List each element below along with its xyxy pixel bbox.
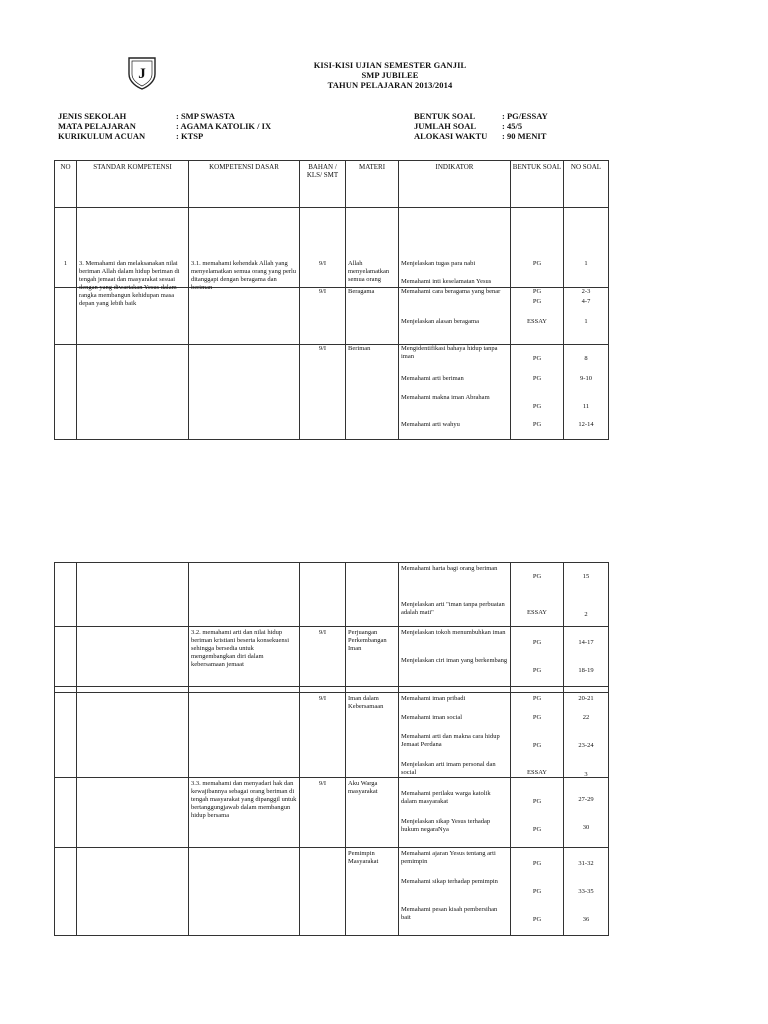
no-soal: 33-35 <box>578 888 594 895</box>
no-soal: 36 <box>582 916 590 923</box>
bentuk-soal: PG <box>532 573 542 580</box>
indikator: Menjelaskan ciri iman yang berkembang <box>401 657 508 664</box>
bentuk-soal: PG <box>532 798 542 805</box>
row-no: 1 <box>63 260 68 267</box>
table-row <box>55 627 609 687</box>
col-header-bentuk: BENTUK SOAL <box>512 163 562 171</box>
info-label-jenis: JENIS SEKOLAH <box>58 111 127 121</box>
indikator: Memahami harta bagi orang beriman <box>401 565 498 572</box>
info-label-waktu: ALOKASI WAKTU <box>414 131 488 141</box>
table-row <box>55 288 609 345</box>
indikator: Menjelaskan alasan beragama <box>401 318 479 325</box>
no-soal: 30 <box>582 824 590 831</box>
indikator: Memahami arti beriman <box>401 375 464 382</box>
info-label-bentuk: BENTUK SOAL <box>414 111 476 121</box>
col-header-kd: KOMPETENSI DASAR <box>209 163 279 171</box>
bentuk-soal: PG <box>532 826 542 833</box>
table-row <box>55 848 609 936</box>
indikator: Menjelaskan arti "iman tanpa perbuatan adalah mati" <box>401 601 505 616</box>
no-soal: 1 <box>584 260 588 267</box>
info-label-mapel: MATA PELAJARAN <box>58 121 136 131</box>
info-label-jumlah: JUMLAH SOAL <box>414 121 477 131</box>
no-soal: 9-10 <box>580 375 592 382</box>
doc-title: KISI-KISI UJIAN SEMESTER GANJIL <box>313 60 467 70</box>
bahan-kls-smt: 9/I <box>318 629 327 636</box>
bentuk-soal: PG <box>532 375 542 382</box>
bahan-kls-smt: 9/I <box>318 260 327 267</box>
table-row <box>55 778 609 848</box>
school-year: TAHUN PELAJARAN 2013/2014 <box>327 80 453 90</box>
indikator: Memahami perilaku warga katolik dalam masyarakat <box>401 790 491 805</box>
materi: Perjuangan Perkembangan Iman <box>348 629 387 652</box>
info-value-jenis: : SMP SWASTA <box>176 111 235 121</box>
no-soal: 14-17 <box>578 639 594 646</box>
col-header-bahan: BAHAN / KLS/ SMT <box>306 163 339 179</box>
table-row <box>55 693 609 778</box>
bentuk-soal: PG <box>532 403 542 410</box>
indikator: Menjelaskan tugas para nabi <box>401 260 476 267</box>
school-name: SMP JUBILEE <box>361 70 419 80</box>
col-header-no: NO <box>60 163 71 171</box>
no-soal: 2 <box>584 611 588 618</box>
indikator: Memahami cara beragama yang benar <box>401 288 501 295</box>
bentuk-soal: PG <box>532 421 542 428</box>
indikator: Memahami iman pribadi <box>401 695 466 702</box>
bentuk-soal: PG <box>532 639 542 646</box>
indikator: Memahami arti dan makna cara hidup Jemaat Perdana <box>401 733 500 748</box>
bahan-kls-smt: 9/I <box>318 780 327 787</box>
grid-table-1 <box>54 160 609 440</box>
info-value-bentuk: : PG/ESSAY <box>502 111 548 121</box>
bentuk-soal: PG <box>532 714 542 721</box>
col-header-materi: MATERI <box>358 163 386 171</box>
materi: Iman dalam Kebersamaan <box>348 695 384 710</box>
no-soal: 8 <box>584 355 588 362</box>
bahan-kls-smt: 9/I <box>318 345 327 352</box>
col-header-nosoal: NO SOAL <box>570 163 602 171</box>
col-header-sk: STANDAR KOMPETENSI <box>93 163 172 171</box>
grid-table-2 <box>54 562 609 936</box>
indikator: Memahami pesan kisah pembersihan bait <box>401 906 498 921</box>
logo-letter: J <box>138 66 146 82</box>
indikator: Memahami makna iman Abraham <box>401 394 490 401</box>
info-value-mapel: : AGAMA KATOLIK / IX <box>176 121 272 131</box>
indikator: Menjelaskan arti imam personal dan social <box>401 761 496 776</box>
bahan-kls-smt: 9/I <box>318 288 327 295</box>
indikator: Memahami inti keselamatan Yesus <box>401 278 492 285</box>
indikator: Memahami ajaran Yesus tentang arti pemimpin <box>401 850 496 865</box>
bahan-kls-smt: 9/I <box>318 695 327 702</box>
indikator: Memahami sikap terhadap pemimpin <box>401 878 498 885</box>
bentuk-soal: PG <box>532 860 542 867</box>
bentuk-soal: PG <box>532 916 542 923</box>
materi: Aku Warga masyarakat <box>348 780 378 795</box>
bentuk-soal: PG <box>532 260 542 267</box>
table-row <box>55 208 609 288</box>
bentuk-soal: PG <box>532 667 542 674</box>
no-soal: 12-14 <box>578 421 594 428</box>
no-soal: 3 <box>584 771 588 778</box>
indikator: Menjelaskan sikap Yesus terhadap hukum negaraNya <box>401 818 491 833</box>
materi: Allah menyelamatkan semua orang <box>348 260 390 283</box>
info-value-jumlah: : 45/5 <box>502 121 523 131</box>
no-soal: 22 <box>582 714 590 721</box>
bentuk-soal: PG <box>532 888 542 895</box>
kompetensi-dasar: 3.1. memahami kehendak Allah yang menyelamatkan semua orang yang perlu ditanggapi dengan beragama dan beriman <box>191 260 297 291</box>
no-soal: 11 <box>582 403 590 410</box>
bentuk-soal: PG <box>532 288 542 295</box>
bentuk-soal: ESSAY <box>527 318 547 325</box>
table-row <box>55 345 609 440</box>
indikator: Memahami arti wahyu <box>401 421 460 428</box>
indikator: Mengidentifikasi bahaya hidup tanpa iman <box>401 345 498 360</box>
kompetensi-dasar: 3.3. memahami dan menyadari hak dan kewajibannya sebagai orang beriman di tengah masyarakat yang dipanggil untuk bertanggungjawab dalam membangun hidup bersama <box>191 780 297 819</box>
materi: Pemimpin Masyarakat <box>348 850 379 865</box>
no-soal: 4-7 <box>581 298 591 305</box>
materi: Beragama <box>348 288 375 295</box>
no-soal: 1 <box>584 318 588 325</box>
table-row <box>55 563 609 627</box>
school-crest-icon <box>127 56 157 90</box>
no-soal: 2-3 <box>581 288 591 295</box>
info-value-waktu: : 90 MENIT <box>502 131 547 141</box>
standar-kompetensi: 3. Memahami dan melaksanakan nilai beriman Allah dalam hidup beriman di tengah jemaat dan masyarakat sesuai dengan yang diwartakan Yesus dalam rangka membangun kehidupan masa depan yang lebih baik <box>79 260 180 307</box>
kompetensi-dasar: 3.2. memahami arti dan nilai hidup beriman kristiani beserta konsekuensi sehingga bersedia untuk mengembangkan diri dalam kebersamaan jemaat <box>191 629 290 668</box>
bentuk-soal: PG <box>532 742 542 749</box>
materi: Beriman <box>348 345 371 352</box>
bentuk-soal: ESSAY <box>527 609 547 616</box>
no-soal: 31-32 <box>578 860 594 867</box>
bentuk-soal: PG <box>532 355 542 362</box>
col-header-indikator: INDIKATOR <box>435 163 474 171</box>
no-soal: 20-21 <box>578 695 594 702</box>
info-value-kurikulum: : KTSP <box>176 131 204 141</box>
indikator: Menjelaskan tokoh menumbuhkan iman <box>401 629 506 636</box>
bentuk-soal: ESSAY <box>527 769 547 776</box>
info-label-kurikulum: KURIKULUM ACUAN <box>58 131 146 141</box>
table-header-row <box>55 161 609 208</box>
bentuk-soal: PG <box>532 695 542 702</box>
no-soal: 23-24 <box>578 742 594 749</box>
no-soal: 27-29 <box>578 796 594 803</box>
bentuk-soal: PG <box>532 298 542 305</box>
indikator: Memahami iman social <box>401 714 463 721</box>
no-soal: 15 <box>582 573 590 580</box>
no-soal: 18-19 <box>578 667 594 674</box>
